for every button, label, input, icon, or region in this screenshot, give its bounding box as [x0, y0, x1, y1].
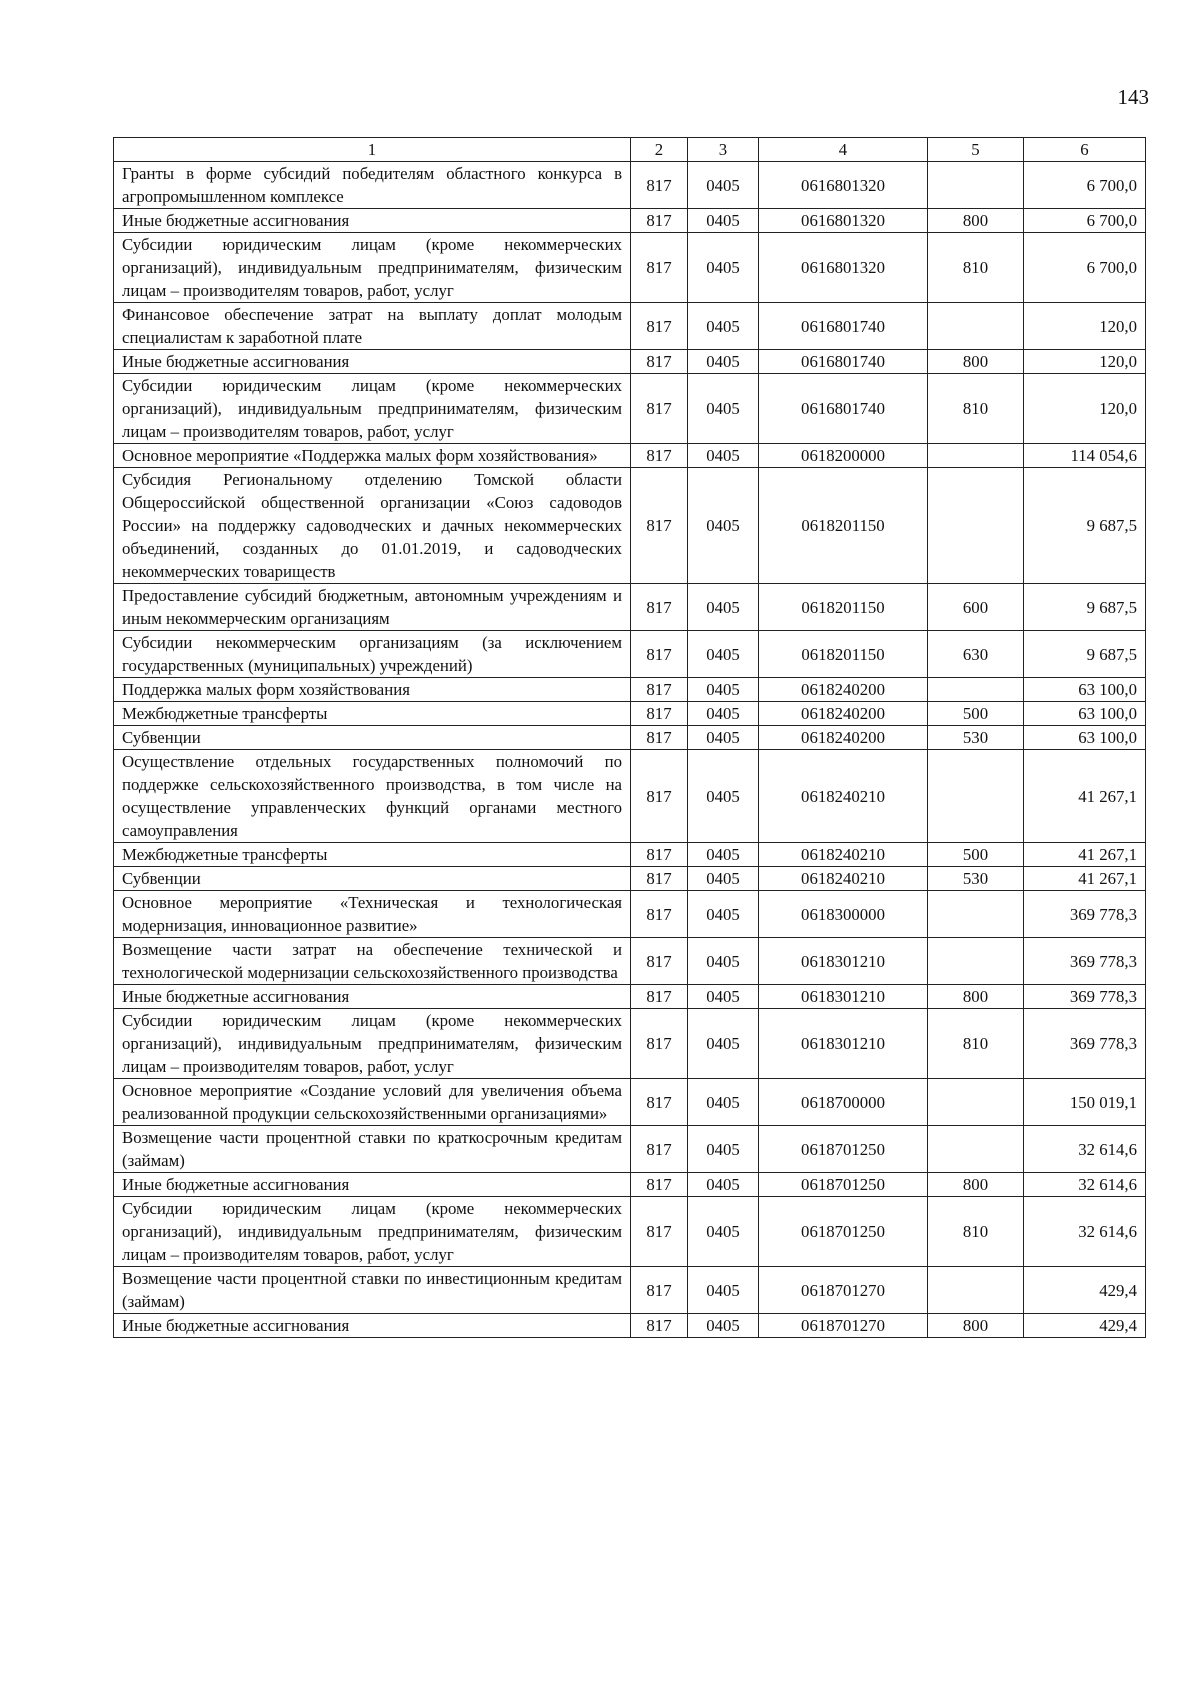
row-code: 817	[631, 1173, 688, 1197]
row-target-article: 0618240200	[759, 702, 928, 726]
row-expense-type	[928, 1267, 1024, 1314]
row-code: 817	[631, 1197, 688, 1267]
row-section: 0405	[688, 1314, 759, 1338]
row-amount: 120,0	[1024, 350, 1146, 374]
row-target-article: 0618240210	[759, 750, 928, 843]
header-cell: 5	[928, 138, 1024, 162]
row-section: 0405	[688, 843, 759, 867]
row-section: 0405	[688, 1197, 759, 1267]
row-name: Основное мероприятие «Поддержка малых форм хозяйствования»	[114, 444, 631, 468]
row-name: Субсидии юридическим лицам (кроме некоммерческих организаций), индивидуальным предпринимателям, физическим лицам – производителям товаров, работ, услуг	[114, 1197, 631, 1267]
row-amount: 429,4	[1024, 1314, 1146, 1338]
table-row	[114, 303, 1146, 350]
row-target-article: 0618301210	[759, 938, 928, 985]
row-target-article: 0618201150	[759, 584, 928, 631]
table-row	[114, 985, 1146, 1009]
row-target-article: 0618300000	[759, 891, 928, 938]
row-name: Субсидии юридическим лицам (кроме некоммерческих организаций), индивидуальным предпринимателям, физическим лицам – производителям товаров, работ, услуг	[114, 1009, 631, 1079]
row-target-article: 0618240210	[759, 843, 928, 867]
row-name: Финансовое обеспечение затрат на выплату доплат молодым специалистам к заработной плате	[114, 303, 631, 350]
row-section: 0405	[688, 468, 759, 584]
header-cell: 6	[1024, 138, 1146, 162]
row-expense-type: 810	[928, 1197, 1024, 1267]
row-code: 817	[631, 678, 688, 702]
table-row	[114, 209, 1146, 233]
row-name: Возмещение части затрат на обеспечение технической и технологической модернизации сельскохозяйственного производства	[114, 938, 631, 985]
row-name: Осуществление отдельных государственных полномочий по поддержке сельскохозяйственного производства, в том числе на осуществление управленческих функций органами местного самоуправления	[114, 750, 631, 843]
budget-table	[113, 137, 1146, 1338]
row-code: 817	[631, 1314, 688, 1338]
row-code: 817	[631, 1079, 688, 1126]
row-expense-type: 800	[928, 985, 1024, 1009]
row-code: 817	[631, 233, 688, 303]
row-name: Основное мероприятие «Техническая и технологическая модернизация, инновационное развитие»	[114, 891, 631, 938]
row-name: Предоставление субсидий бюджетным, автономным учреждениям и иным некоммерческим организациям	[114, 584, 631, 631]
row-code: 817	[631, 468, 688, 584]
table-row	[114, 350, 1146, 374]
row-section: 0405	[688, 1009, 759, 1079]
row-amount: 32 614,6	[1024, 1173, 1146, 1197]
row-target-article: 0616801740	[759, 374, 928, 444]
row-code: 817	[631, 303, 688, 350]
row-code: 817	[631, 1126, 688, 1173]
row-name: Субсидии юридическим лицам (кроме некоммерческих организаций), индивидуальным предпринимателям, физическим лицам – производителям товаров, работ, услуг	[114, 233, 631, 303]
table-row	[114, 678, 1146, 702]
table-row	[114, 1079, 1146, 1126]
row-section: 0405	[688, 444, 759, 468]
row-amount: 6 700,0	[1024, 233, 1146, 303]
table-header-row	[114, 138, 1146, 162]
row-expense-type	[928, 938, 1024, 985]
table-row	[114, 1197, 1146, 1267]
row-name: Возмещение части процентной ставки по инвестиционным кредитам (займам)	[114, 1267, 631, 1314]
table-row	[114, 1009, 1146, 1079]
row-section: 0405	[688, 233, 759, 303]
row-code: 817	[631, 631, 688, 678]
row-section: 0405	[688, 702, 759, 726]
row-code: 817	[631, 750, 688, 843]
row-expense-type: 800	[928, 350, 1024, 374]
row-code: 817	[631, 843, 688, 867]
row-expense-type: 500	[928, 843, 1024, 867]
row-amount: 32 614,6	[1024, 1126, 1146, 1173]
row-expense-type	[928, 444, 1024, 468]
page-number: 143	[1117, 85, 1149, 109]
row-expense-type: 800	[928, 1314, 1024, 1338]
row-name: Иные бюджетные ассигнования	[114, 209, 631, 233]
row-target-article: 0616801740	[759, 303, 928, 350]
row-expense-type	[928, 678, 1024, 702]
row-expense-type: 810	[928, 374, 1024, 444]
row-section: 0405	[688, 584, 759, 631]
row-amount: 369 778,3	[1024, 891, 1146, 938]
row-amount: 63 100,0	[1024, 678, 1146, 702]
row-target-article: 0618240200	[759, 678, 928, 702]
row-expense-type	[928, 162, 1024, 209]
row-section: 0405	[688, 1079, 759, 1126]
header-cell: 4	[759, 138, 928, 162]
row-section: 0405	[688, 162, 759, 209]
row-amount: 150 019,1	[1024, 1079, 1146, 1126]
row-section: 0405	[688, 1267, 759, 1314]
row-name: Поддержка малых форм хозяйствования	[114, 678, 631, 702]
header-cell: 1	[114, 138, 631, 162]
row-expense-type	[928, 303, 1024, 350]
table-row	[114, 233, 1146, 303]
row-target-article: 0616801740	[759, 350, 928, 374]
row-section: 0405	[688, 726, 759, 750]
row-amount: 120,0	[1024, 374, 1146, 444]
row-amount: 369 778,3	[1024, 938, 1146, 985]
row-expense-type	[928, 1079, 1024, 1126]
row-amount: 41 267,1	[1024, 750, 1146, 843]
row-code: 817	[631, 938, 688, 985]
row-expense-type: 500	[928, 702, 1024, 726]
row-section: 0405	[688, 891, 759, 938]
table-row	[114, 162, 1146, 209]
table-row	[114, 584, 1146, 631]
row-expense-type: 810	[928, 1009, 1024, 1079]
row-code: 817	[631, 702, 688, 726]
row-name: Иные бюджетные ассигнования	[114, 350, 631, 374]
row-expense-type: 800	[928, 1173, 1024, 1197]
table-row	[114, 702, 1146, 726]
row-name: Межбюджетные трансферты	[114, 702, 631, 726]
row-expense-type: 810	[928, 233, 1024, 303]
row-target-article: 0616801320	[759, 233, 928, 303]
row-target-article: 0618301210	[759, 1009, 928, 1079]
row-amount: 9 687,5	[1024, 584, 1146, 631]
row-target-article: 0618701250	[759, 1197, 928, 1267]
row-expense-type: 530	[928, 726, 1024, 750]
row-target-article: 0618201150	[759, 468, 928, 584]
row-code: 817	[631, 209, 688, 233]
row-target-article: 0618701270	[759, 1314, 928, 1338]
row-amount: 429,4	[1024, 1267, 1146, 1314]
table-row	[114, 1173, 1146, 1197]
table-row	[114, 867, 1146, 891]
row-code: 817	[631, 350, 688, 374]
row-amount: 114 054,6	[1024, 444, 1146, 468]
row-amount: 9 687,5	[1024, 631, 1146, 678]
row-section: 0405	[688, 350, 759, 374]
row-name: Субсидии юридическим лицам (кроме некоммерческих организаций), индивидуальным предпринимателям, физическим лицам – производителям товаров, работ, услуг	[114, 374, 631, 444]
row-amount: 63 100,0	[1024, 726, 1146, 750]
row-expense-type	[928, 468, 1024, 584]
row-name: Иные бюджетные ассигнования	[114, 1173, 631, 1197]
row-expense-type: 800	[928, 209, 1024, 233]
header-cell: 2	[631, 138, 688, 162]
row-section: 0405	[688, 867, 759, 891]
row-code: 817	[631, 374, 688, 444]
row-section: 0405	[688, 1126, 759, 1173]
row-target-article: 0618240200	[759, 726, 928, 750]
row-target-article: 0618200000	[759, 444, 928, 468]
row-code: 817	[631, 985, 688, 1009]
row-name: Субвенции	[114, 867, 631, 891]
row-code: 817	[631, 584, 688, 631]
row-name: Межбюджетные трансферты	[114, 843, 631, 867]
table-row	[114, 444, 1146, 468]
row-name: Иные бюджетные ассигнования	[114, 1314, 631, 1338]
row-section: 0405	[688, 678, 759, 702]
row-amount: 9 687,5	[1024, 468, 1146, 584]
header-cell: 3	[688, 138, 759, 162]
row-section: 0405	[688, 985, 759, 1009]
row-section: 0405	[688, 303, 759, 350]
row-expense-type	[928, 1126, 1024, 1173]
row-section: 0405	[688, 631, 759, 678]
row-name: Субвенции	[114, 726, 631, 750]
table-row	[114, 843, 1146, 867]
row-name: Гранты в форме субсидий победителям областного конкурса в агропромышленном комплексе	[114, 162, 631, 209]
row-name: Иные бюджетные ассигнования	[114, 985, 631, 1009]
row-target-article: 0618700000	[759, 1079, 928, 1126]
row-expense-type: 630	[928, 631, 1024, 678]
row-section: 0405	[688, 209, 759, 233]
row-expense-type: 530	[928, 867, 1024, 891]
row-code: 817	[631, 726, 688, 750]
table-row	[114, 750, 1146, 843]
row-code: 817	[631, 1009, 688, 1079]
row-amount: 6 700,0	[1024, 162, 1146, 209]
table-row	[114, 891, 1146, 938]
table-row	[114, 631, 1146, 678]
row-target-article: 0616801320	[759, 209, 928, 233]
row-amount: 6 700,0	[1024, 209, 1146, 233]
row-amount: 32 614,6	[1024, 1197, 1146, 1267]
row-name: Субсидия Региональному отделению Томской области Общероссийской общественной организации «Союз садоводов России» на поддержку садоводческих и дачных некоммерческих объединений, созданных до 01.01.2019, и садоводческих некоммерческих товариществ	[114, 468, 631, 584]
row-name: Основное мероприятие «Создание условий для увеличения объема реализованной продукции сельскохозяйственными организациями»	[114, 1079, 631, 1126]
row-target-article: 0618701250	[759, 1126, 928, 1173]
row-amount: 63 100,0	[1024, 702, 1146, 726]
row-expense-type	[928, 750, 1024, 843]
row-code: 817	[631, 162, 688, 209]
row-code: 817	[631, 891, 688, 938]
row-expense-type	[928, 891, 1024, 938]
row-amount: 120,0	[1024, 303, 1146, 350]
row-target-article: 0618701250	[759, 1173, 928, 1197]
row-target-article: 0618201150	[759, 631, 928, 678]
table-row	[114, 1126, 1146, 1173]
row-amount: 369 778,3	[1024, 985, 1146, 1009]
row-target-article: 0616801320	[759, 162, 928, 209]
row-amount: 41 267,1	[1024, 843, 1146, 867]
row-target-article: 0618701270	[759, 1267, 928, 1314]
row-code: 817	[631, 444, 688, 468]
table-row	[114, 938, 1146, 985]
table-row	[114, 468, 1146, 584]
row-section: 0405	[688, 1173, 759, 1197]
table-row	[114, 1267, 1146, 1314]
row-code: 817	[631, 1267, 688, 1314]
row-name: Субсидии некоммерческим организациям (за исключением государственных (муниципальных) учреждений)	[114, 631, 631, 678]
row-name: Возмещение части процентной ставки по краткосрочным кредитам (займам)	[114, 1126, 631, 1173]
table-row	[114, 374, 1146, 444]
row-code: 817	[631, 867, 688, 891]
row-section: 0405	[688, 750, 759, 843]
row-target-article: 0618301210	[759, 985, 928, 1009]
row-target-article: 0618240210	[759, 867, 928, 891]
table-row	[114, 726, 1146, 750]
row-amount: 369 778,3	[1024, 1009, 1146, 1079]
row-section: 0405	[688, 938, 759, 985]
table-row	[114, 1314, 1146, 1338]
row-section: 0405	[688, 374, 759, 444]
row-expense-type: 600	[928, 584, 1024, 631]
row-amount: 41 267,1	[1024, 867, 1146, 891]
